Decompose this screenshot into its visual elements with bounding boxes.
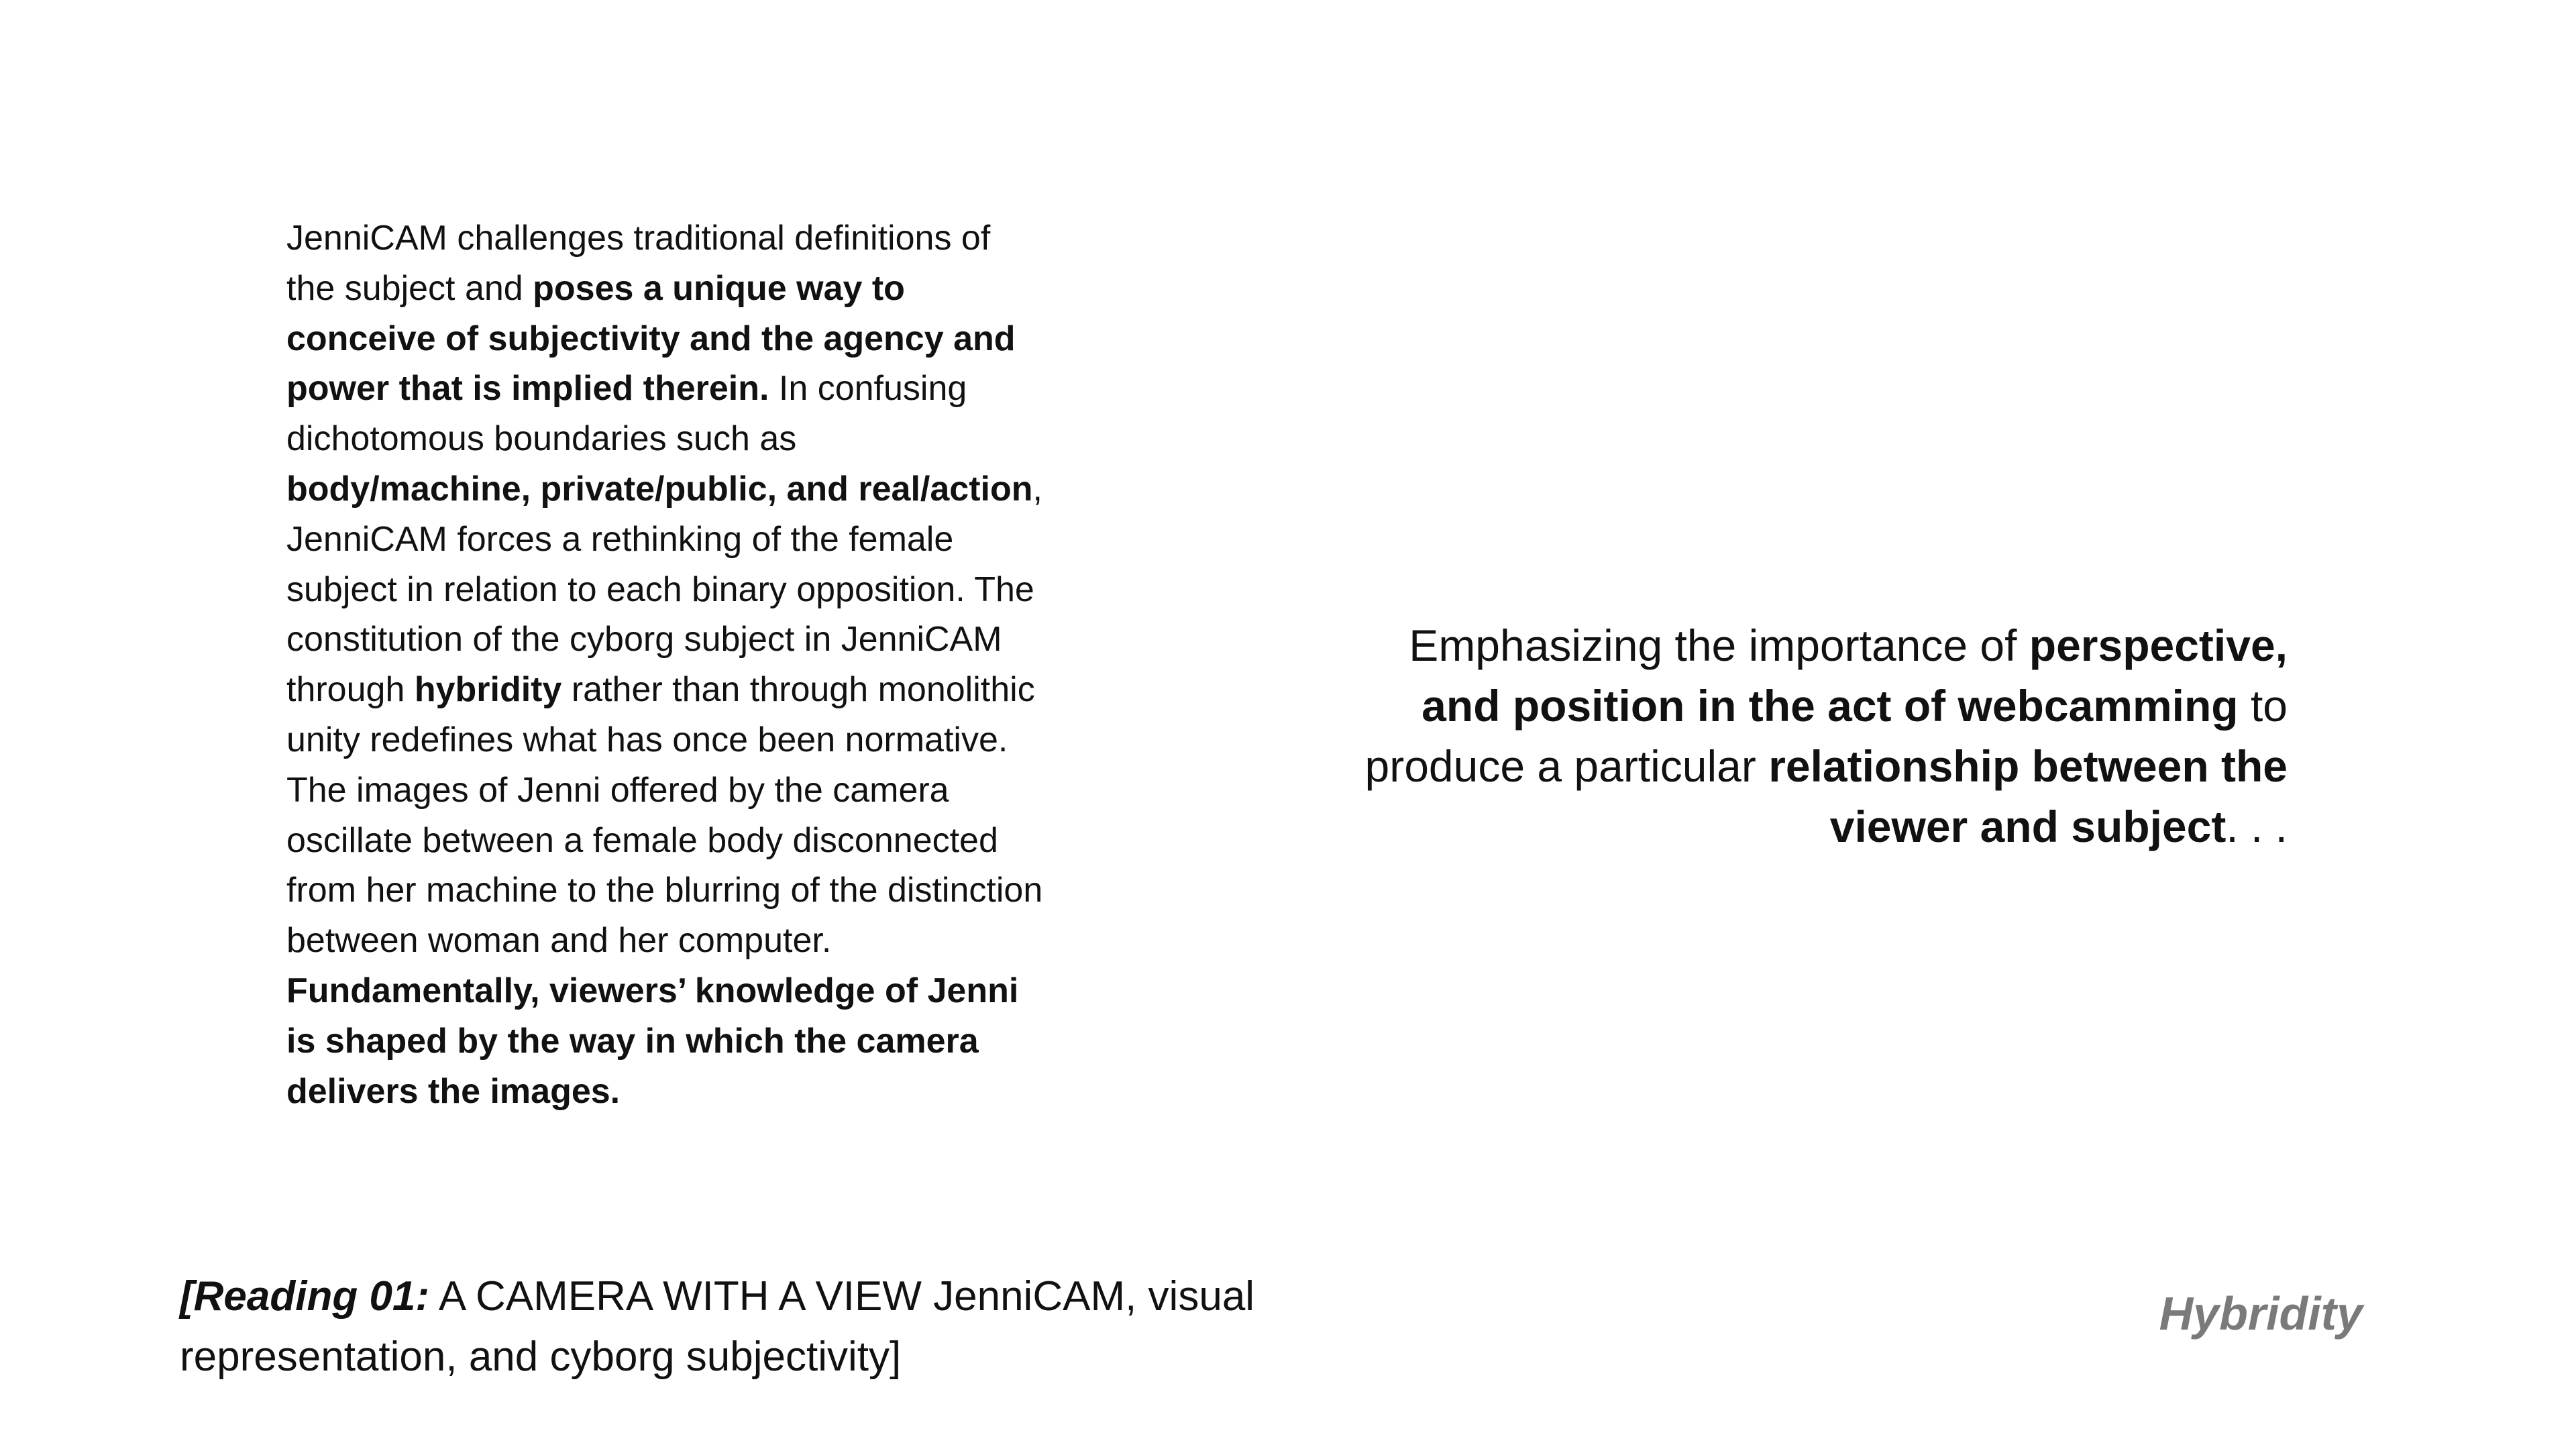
body-emphasis-1: poses a unique way to conceive of subjectivity and the agency and power that is implied therein. xyxy=(286,268,1016,409)
quote-text-1: Emphasizing the importance of xyxy=(1409,621,2029,670)
body-text-3: , JenniCAM forces a rethinking of the female subject in relation to each binary opposition. The constitution of the cyborg subject in JenniCAM through xyxy=(286,469,1042,710)
body-emphasis-4: Fundamentally, viewers’ knowledge of Jenni is shaped by the way in which the camera delivers the images. xyxy=(286,971,1019,1111)
body-text-1: JenniCAM challenges traditional definitions of the subject and xyxy=(286,219,991,308)
body-text-4: rather than through monolithic unity redefines what has once been normative. The images of Jenni offered by the camera oscillate between a female body disconnected from her machine to the blurring of the distinction between woman and her computer. xyxy=(286,670,1043,961)
reading-citation xyxy=(180,1267,1287,1387)
quote-text-2: to produce a particular xyxy=(1364,681,2288,791)
citation-text: A CAMERA WITH A VIEW JenniCAM, visual representation, and cyborg subjectivity] xyxy=(180,1273,1255,1380)
body-emphasis-2: body/machine, private/public, and real/action xyxy=(286,469,1033,508)
pull-quote xyxy=(1348,615,2288,857)
quote-emphasis-2: relationship between the viewer and subject xyxy=(1768,741,2288,851)
body-emphasis-3: hybridity xyxy=(414,670,562,710)
body-paragraph xyxy=(286,213,1044,1116)
topic-label: Hybridity xyxy=(2159,1287,2363,1340)
citation-reference: [Reading 01: xyxy=(180,1273,430,1320)
quote-emphasis-1: perspective, and position in the act of webcamming xyxy=(1421,621,2288,731)
quote-text-3: . . . xyxy=(2226,802,2288,851)
body-text-2: In confusing dichotomous boundaries such as xyxy=(286,369,967,459)
